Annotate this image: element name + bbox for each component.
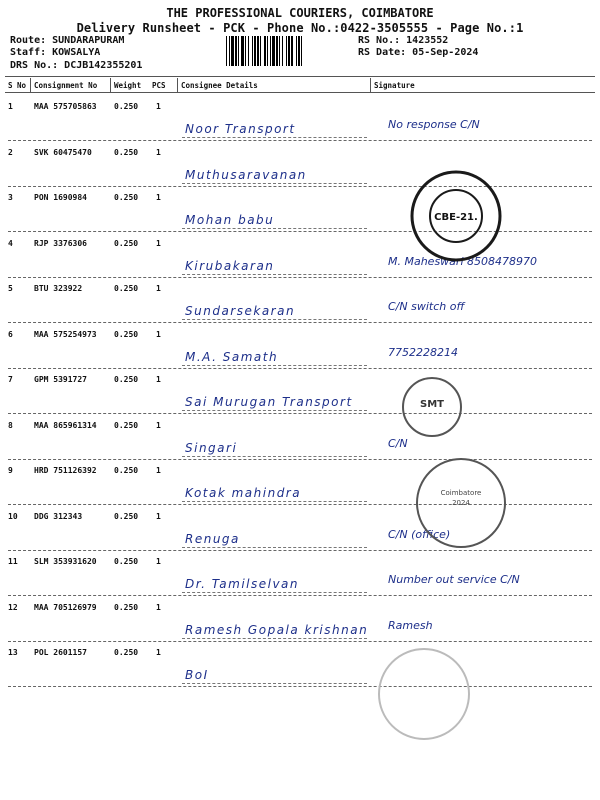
row-sno: 7	[8, 375, 13, 384]
company-title: THE PROFESSIONAL COURIERS, COIMBATORE	[166, 6, 434, 20]
row-pcs: 1	[156, 420, 161, 430]
row-weight: 0.250	[114, 284, 139, 293]
barcode-bar	[288, 36, 290, 66]
row-consignment: SVK 60475470	[34, 147, 92, 157]
row-consignee: M.A. Samath	[185, 349, 279, 364]
col-divider	[177, 78, 178, 92]
row-separator	[8, 550, 592, 551]
consignee-line	[182, 365, 367, 366]
consignee-line	[182, 501, 367, 502]
row-weight: 0.250	[114, 511, 139, 521]
row-weight: 0.250	[114, 420, 139, 430]
col-signature: Signature	[374, 81, 415, 90]
row-consignment: POL 2601157	[34, 648, 87, 657]
row-consignment: HRD 751126392	[34, 466, 97, 475]
row-sno: 6	[8, 329, 13, 339]
barcode-bar	[282, 36, 283, 66]
row-separator	[8, 322, 592, 323]
row-separator	[8, 413, 592, 414]
barcode-bar	[257, 36, 259, 66]
row-separator	[8, 231, 592, 232]
row-consignee: Singari	[185, 440, 238, 455]
rs-number: RS No.: 1423552	[358, 35, 449, 46]
drs-number: DRS No.: DCJB142355201	[10, 60, 143, 71]
row-separator	[8, 641, 592, 642]
barcode-bar	[276, 36, 278, 66]
barcode-bar	[272, 36, 275, 66]
row-sno: 9	[8, 466, 13, 475]
barcode-bar	[229, 36, 230, 66]
row-separator	[8, 686, 592, 687]
row-weight: 0.250	[114, 238, 139, 248]
row-separator	[8, 459, 592, 460]
barcode-bar	[260, 36, 261, 66]
row-pcs: 1	[156, 466, 161, 475]
col-divider	[370, 78, 371, 92]
row-consignment: GPM 5391727	[34, 375, 87, 384]
row-separator	[8, 595, 592, 596]
barcode-bar	[248, 36, 249, 66]
consignee-line	[182, 592, 367, 593]
table-header-rule	[5, 92, 595, 93]
row-weight: 0.250	[114, 648, 139, 657]
table-top-rule	[5, 76, 595, 77]
row-consignee: Sundarsekaran	[185, 304, 296, 318]
row-sno: 13	[8, 648, 18, 657]
row-pcs: 1	[156, 602, 161, 612]
row-weight: 0.250	[114, 602, 139, 612]
barcode-bar	[241, 36, 244, 66]
col-pcs: PCS	[152, 81, 166, 90]
row-remark: No response C/N	[388, 118, 480, 131]
route-label: Route: SUNDARAPURAM	[10, 35, 125, 46]
row-weight: 0.250	[114, 557, 139, 566]
rs-date: RS Date: 05-Sep-2024	[358, 47, 479, 58]
row-consignee: Noor Transport	[185, 122, 296, 136]
row-pcs: 1	[156, 557, 161, 566]
barcode-bar	[291, 36, 293, 66]
row-sno: 2	[8, 147, 13, 157]
row-consignee: Kirubakaran	[185, 258, 275, 273]
row-consignment: MAA 865961314	[34, 420, 97, 430]
col-weight: Weight	[114, 81, 142, 90]
row-consignment: SLM 353931620	[34, 557, 97, 566]
staff-label: Staff: KOWSALYA	[10, 47, 101, 58]
row-pcs: 1	[156, 511, 161, 521]
titan-stamp	[408, 168, 504, 264]
row-sno: 3	[8, 193, 13, 202]
row-pcs: 1	[156, 284, 161, 293]
svg-text:CBE-21.: CBE-21.	[434, 212, 478, 223]
row-consignment: RJP 3376306	[34, 238, 87, 248]
row-weight: 0.250	[114, 102, 139, 111]
row-separator	[8, 186, 592, 187]
row-consignee: Muthusaravanan	[185, 167, 307, 182]
smt-stamp: SMT	[402, 377, 462, 437]
row-weight: 0.250	[114, 193, 139, 202]
consignee-line	[182, 228, 367, 229]
row-remark: C/N (office)	[388, 527, 451, 541]
row-sno: 4	[8, 238, 13, 248]
row-remark: C/N	[388, 436, 408, 450]
row-separator	[8, 368, 592, 369]
barcode-bar	[254, 36, 256, 66]
row-pcs: 1	[156, 648, 161, 657]
barcode	[226, 36, 351, 66]
row-consignee: BoI	[185, 668, 209, 682]
row-sno: 1	[8, 102, 13, 111]
row-remark: Ramesh	[388, 618, 433, 632]
row-consignment: DDG 312343	[34, 511, 83, 521]
barcode-bar	[226, 36, 227, 66]
row-pcs: 1	[156, 102, 161, 111]
barcode-bar	[270, 36, 271, 66]
consignee-line	[182, 274, 367, 275]
row-pcs: 1	[156, 193, 161, 202]
barcode-bar	[235, 36, 237, 66]
barcode-bar	[296, 36, 297, 66]
row-consignee: Mohan babu	[185, 213, 275, 227]
row-consignee: Ramesh Gopala krishnan	[185, 622, 369, 637]
col-consignee: Consignee Details	[181, 81, 258, 90]
row-separator	[8, 140, 592, 141]
row-consignee: Sai Murugan Transport	[185, 395, 353, 409]
row-weight: 0.250	[114, 375, 139, 384]
row-separator	[8, 277, 592, 278]
row-consignment: MAA 705126979	[34, 602, 97, 612]
kotak-stamp: Coimbatore 2024	[416, 458, 506, 548]
row-consignee: Dr. Tamilselvan	[185, 577, 300, 591]
barcode-bar	[267, 36, 268, 66]
row-remark: Number out service C/N	[388, 573, 520, 586]
row-consignment: PON 1690984	[34, 193, 87, 202]
row-consignee: Kotak mahindra	[185, 486, 302, 500]
consignee-line	[182, 410, 367, 411]
barcode-bar	[286, 36, 287, 66]
consignee-line	[182, 319, 367, 320]
row-sno: 8	[8, 420, 13, 430]
row-remark: 7752228214	[388, 345, 458, 359]
consignee-line	[182, 638, 367, 639]
row-pcs: 1	[156, 238, 161, 248]
row-pcs: 1	[156, 147, 161, 157]
col-divider	[110, 78, 111, 92]
barcode-bar	[245, 36, 246, 66]
col-sno: S No	[8, 81, 27, 90]
row-consignee: Renuga	[185, 531, 240, 546]
consignee-line	[182, 683, 367, 684]
row-sno: 11	[8, 557, 18, 566]
row-weight: 0.250	[114, 329, 139, 339]
runsheet-title: Delivery Runsheet - PCK - Phone No.:0422-3505555 - Page No.:1	[76, 21, 524, 35]
row-pcs: 1	[156, 329, 161, 339]
consignee-line	[182, 456, 367, 457]
row-weight: 0.250	[114, 466, 139, 475]
row-weight: 0.250	[114, 147, 139, 157]
barcode-bar	[298, 36, 300, 66]
row-remark: C/N switch off	[388, 300, 465, 313]
consignee-line	[182, 137, 367, 138]
col-divider	[30, 78, 31, 92]
boi-stamp	[378, 648, 470, 740]
row-sno: 12	[8, 602, 18, 612]
row-consignment: MAA 575254973	[34, 329, 97, 339]
barcode-bar	[301, 36, 302, 66]
barcode-bar	[279, 36, 280, 66]
barcode-bar	[264, 36, 266, 66]
barcode-bar	[238, 36, 239, 66]
barcode-bar	[252, 36, 253, 66]
row-remark: M. Maheswari 8508478970	[388, 254, 537, 268]
col-consignment: Consignment No	[34, 81, 98, 90]
consignee-line	[182, 547, 367, 548]
row-consignment: MAA 575705863	[34, 102, 97, 111]
row-sno: 5	[8, 284, 13, 293]
row-pcs: 1	[156, 375, 161, 384]
row-sno: 10	[8, 511, 18, 521]
barcode-bar	[231, 36, 234, 66]
row-consignment: BTU 323922	[34, 284, 83, 293]
consignee-line	[182, 183, 367, 184]
